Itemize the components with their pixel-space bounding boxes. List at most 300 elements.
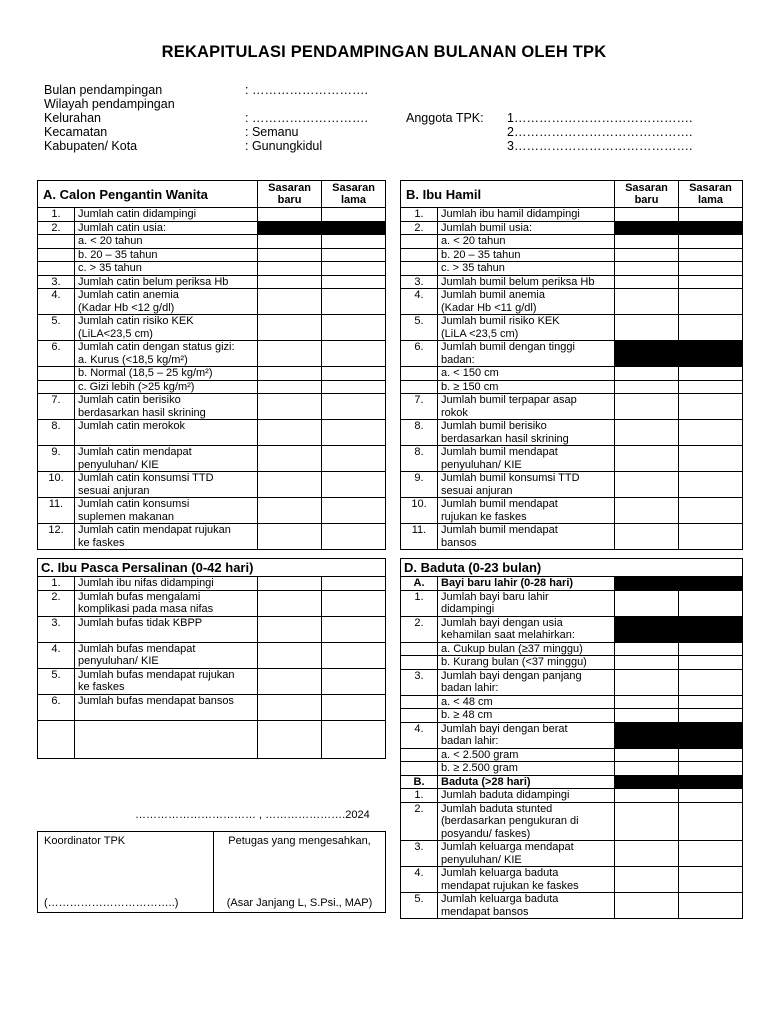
sasaran-lama-cell[interactable] [679,695,743,709]
sasaran-baru-cell[interactable] [615,642,679,656]
sasaran-lama-cell[interactable] [322,341,386,367]
row-label: b. Kurang bulan (<37 minggu) [438,656,615,670]
table-calon-pengantin [37,180,386,550]
row-label: Jumlah catin konsumsi suplemen makanan [75,498,258,524]
row-label: Jumlah bayi dengan usia kehamilan saat melahirkan: [438,616,615,642]
table-row [401,275,743,289]
row-label: Jumlah baduta didampingi [438,789,615,803]
blocked-cell [615,221,679,235]
table-row [401,841,743,867]
blocked-cell [679,341,743,367]
table-row [38,221,386,235]
info-value-kabupaten: : Gunungkidul [245,139,323,153]
row-label: Baduta (>28 hari) [438,775,615,789]
sasaran-baru-cell[interactable] [615,275,679,289]
blocked-cell [322,221,386,235]
table-row [38,590,386,616]
sasaran-lama-cell[interactable] [679,642,743,656]
table-row [38,248,386,262]
sasaran-baru-cell[interactable] [258,341,322,367]
sasaran-baru-cell[interactable] [615,262,679,276]
sasaran-lama-cell[interactable] [679,262,743,276]
row-label: b. Normal (18,5 – 25 kg/m²) [75,367,258,381]
row-number: 2. [38,590,75,616]
table-row [401,642,743,656]
row-number: A. [401,577,438,591]
table-row [401,341,743,367]
row-label: Jumlah keluarga baduta mendapat rujukan ke faskes [438,867,615,893]
row-number [401,709,438,723]
sasaran-lama-cell[interactable] [679,275,743,289]
row-number [38,720,75,759]
table-row [401,394,743,420]
sasaran-lama-cell[interactable] [679,498,743,524]
table-row [38,367,386,381]
row-number: 3. [38,275,75,289]
table-row [38,446,386,472]
date-line: …………………………… , ………………….2024 [135,809,370,821]
sasaran-lama-cell[interactable] [679,248,743,262]
row-number: 2. [401,616,438,642]
row-label: Jumlah bumil usia: [438,221,615,235]
blocked-cell [679,775,743,789]
sasaran-lama-cell[interactable] [679,590,743,616]
info-label-bulan: Bulan pendampingan [44,83,163,97]
row-label: Jumlah bumil terpapar asap rokok [438,394,615,420]
blocked-cell [615,577,679,591]
blocked-cell [615,616,679,642]
sasaran-lama-cell[interactable] [322,262,386,276]
row-label: Jumlah bufas mendapat rujukan ke faskes [75,668,258,694]
sasaran-lama-cell[interactable] [679,709,743,723]
sasaran-baru-cell[interactable] [258,275,322,289]
row-label: Jumlah catin didampingi [75,208,258,222]
sasaran-lama-cell[interactable] [679,380,743,394]
table-row [401,656,743,670]
row-number: 6. [38,341,75,367]
row-number: 2. [401,221,438,235]
sasaran-baru-cell[interactable] [615,289,679,315]
row-label: b. ≥ 2.500 gram [438,762,615,776]
sasaran-lama-cell[interactable] [679,893,743,919]
row-label: Jumlah bayi baru lahir didampingi [438,590,615,616]
blocked-cell [679,221,743,235]
sasaran-lama-cell[interactable] [322,315,386,341]
sasaran-lama-cell[interactable] [322,498,386,524]
sasaran-baru-cell[interactable] [258,262,322,276]
row-number [401,695,438,709]
row-label: Jumlah bayi dengan panjang badan lahir: [438,669,615,695]
anggota-tpk-3: 3……………………………………. [507,139,693,153]
table-row [38,720,386,759]
table-row [401,367,743,381]
anggota-tpk-label: Anggota TPK: [406,111,484,125]
row-label: b. ≥ 48 cm [438,709,615,723]
row-label: Jumlah catin mendapat penyuluhan/ KIE [75,446,258,472]
table-row [38,341,386,367]
row-number: 3. [401,275,438,289]
row-number: 3. [401,841,438,867]
row-number [401,262,438,276]
row-number: 5. [401,893,438,919]
blocked-cell [615,341,679,367]
row-number: 8. [401,446,438,472]
anggota-tpk-1: 1……………………………………. [507,111,693,125]
sasaran-lama-cell[interactable] [679,315,743,341]
sasaran-baru-cell[interactable] [258,720,322,759]
row-label: Jumlah bumil belum periksa Hb [438,275,615,289]
table-row [38,524,386,550]
row-label [75,720,258,759]
row-label: a. < 2.500 gram [438,748,615,762]
signature-box [37,831,386,913]
row-number: 5. [38,668,75,694]
row-number: 4. [38,289,75,315]
row-number [401,762,438,776]
sasaran-baru-cell[interactable] [615,248,679,262]
sasaran-lama-cell[interactable] [679,748,743,762]
row-number: 1. [401,208,438,222]
row-number: 1. [38,208,75,222]
row-number [38,248,75,262]
row-label: Jumlah bufas tidak KBPP [75,616,258,642]
row-label: Jumlah bayi dengan berat badan lahir: [438,722,615,748]
table-baduta [400,558,743,919]
table-row [38,275,386,289]
col-header-sasaran-baru: Sasaran baru [258,181,322,208]
row-label: Jumlah catin usia: [75,221,258,235]
row-number: 3. [38,616,75,642]
info-value-bulan: : ………………………. [245,83,368,97]
row-number: 7. [38,394,75,420]
table-row [38,577,386,591]
signature-left [38,832,214,912]
sasaran-lama-cell[interactable] [322,694,386,720]
row-label: Jumlah bumil konsumsi TTD sesuai anjuran [438,472,615,498]
row-number [401,380,438,394]
row-label: Jumlah baduta stunted (berdasarkan pengukuran di posyandu/ faskes) [438,802,615,841]
table-row [401,762,743,776]
sasaran-baru-cell[interactable] [258,694,322,720]
row-number: 4. [38,642,75,668]
row-label: a. < 20 tahun [438,235,615,249]
sasaran-baru-cell[interactable] [258,472,322,498]
row-number: 4. [401,289,438,315]
blocked-cell [615,722,679,748]
table-row [401,472,743,498]
sasaran-baru-cell[interactable] [615,656,679,670]
row-label: Jumlah bumil anemia (Kadar Hb <11 g/dl) [438,289,615,315]
table-row [38,315,386,341]
info-label-wilayah: Wilayah pendampingan [44,97,175,111]
sasaran-lama-cell[interactable] [679,841,743,867]
row-number: 9. [38,446,75,472]
table-row [401,208,743,222]
signature-right [214,832,385,912]
blocked-cell [615,775,679,789]
row-label: Bayi baru lahir (0-28 hari) [438,577,615,591]
sasaran-baru-cell[interactable] [258,208,322,222]
row-number [38,367,75,381]
sasaran-lama-cell[interactable] [679,524,743,550]
row-label: c. > 35 tahun [438,262,615,276]
row-label: Jumlah catin risiko KEK (LiLA<23,5 cm) [75,315,258,341]
sasaran-baru-cell[interactable] [258,380,322,394]
row-number [401,642,438,656]
row-label: a. < 48 cm [438,695,615,709]
petugas-name: (Asar Janjang L, S.Psi., MAP) [226,897,373,909]
sasaran-baru-cell[interactable] [615,315,679,341]
anggota-tpk-2: 2……………………………………. [507,125,693,139]
row-number [38,235,75,249]
sasaran-lama-cell[interactable] [322,235,386,249]
sasaran-lama-cell[interactable] [322,420,386,446]
row-number [38,262,75,276]
row-label: c. Gizi lebih (>25 kg/m²) [75,380,258,394]
row-number: 3. [401,669,438,695]
sasaran-lama-cell[interactable] [679,669,743,695]
sasaran-baru-cell[interactable] [258,394,322,420]
sasaran-baru-cell[interactable] [258,367,322,381]
row-number: 12. [38,524,75,550]
table-row [401,498,743,524]
sasaran-baru-cell[interactable] [615,446,679,472]
row-label: Jumlah bufas mendapat penyuluhan/ KIE [75,642,258,668]
row-number: 1. [401,789,438,803]
row-number [401,235,438,249]
sasaran-lama-cell[interactable] [322,642,386,668]
sasaran-lama-cell[interactable] [679,367,743,381]
table-row [401,695,743,709]
sasaran-baru-cell[interactable] [615,235,679,249]
sasaran-lama-cell[interactable] [322,524,386,550]
table-row [401,669,743,695]
row-number: 8. [38,420,75,446]
info-value-kelurahan: : ………………………. [245,111,368,125]
sasaran-lama-cell[interactable] [679,789,743,803]
row-label: Jumlah ibu hamil didampingi [438,208,615,222]
row-label: Jumlah catin merokok [75,420,258,446]
row-number: 9. [401,472,438,498]
blocked-cell [679,616,743,642]
sasaran-baru-cell[interactable] [615,893,679,919]
sasaran-lama-cell[interactable] [679,656,743,670]
sasaran-lama-cell[interactable] [679,472,743,498]
section-c-title: C. Ibu Pasca Persalinan (0-42 hari) [38,559,386,577]
table-row [38,208,386,222]
sasaran-lama-cell[interactable] [679,289,743,315]
row-number [401,248,438,262]
sasaran-lama-cell[interactable] [322,208,386,222]
sasaran-baru-cell[interactable] [615,867,679,893]
row-label: c. > 35 tahun [75,262,258,276]
sasaran-baru-cell[interactable] [615,695,679,709]
col-header-sasaran-lama: Sasaran lama [679,181,743,208]
row-number: 11. [38,498,75,524]
row-label: Jumlah bumil mendapat bansos [438,524,615,550]
row-label: Jumlah keluarga mendapat penyuluhan/ KIE [438,841,615,867]
table-ibu-pasca-persalinan [37,558,386,759]
section-b-title: B. Ibu Hamil [401,181,615,208]
row-label: Jumlah ibu nifas didampingi [75,577,258,591]
row-label: Jumlah bumil mendapat rujukan ke faskes [438,498,615,524]
row-label: Jumlah bufas mengalami komplikasi pada masa nifas [75,590,258,616]
sasaran-lama-cell[interactable] [679,762,743,776]
row-number: 10. [38,472,75,498]
table-row [401,289,743,315]
table-row [38,394,386,420]
sasaran-lama-cell[interactable] [322,668,386,694]
row-label: Jumlah catin berisiko berdasarkan hasil skrining [75,394,258,420]
row-number: 1. [401,590,438,616]
sasaran-lama-cell[interactable] [322,446,386,472]
table-row [38,380,386,394]
sasaran-baru-cell[interactable] [615,367,679,381]
row-label: Jumlah catin konsumsi TTD sesuai anjuran [75,472,258,498]
sasaran-lama-cell[interactable] [322,380,386,394]
sasaran-baru-cell[interactable] [615,472,679,498]
sasaran-baru-cell[interactable] [615,789,679,803]
info-label-kabupaten: Kabupaten/ Kota [44,139,138,153]
sasaran-baru-cell[interactable] [258,420,322,446]
row-number: 10. [401,498,438,524]
sasaran-baru-cell[interactable] [258,248,322,262]
sasaran-lama-cell[interactable] [322,248,386,262]
sasaran-baru-cell[interactable] [258,524,322,550]
table-row [401,748,743,762]
info-label-kelurahan: Kelurahan [44,111,101,125]
table-row [401,722,743,748]
col-header-sasaran-baru: Sasaran baru [615,181,679,208]
sasaran-baru-cell[interactable] [258,577,322,591]
sasaran-lama-cell[interactable] [322,616,386,642]
sasaran-baru-cell[interactable] [615,802,679,841]
table-row [401,262,743,276]
row-label: a. < 20 tahun [75,235,258,249]
info-value-kecamatan: : Semanu [245,125,299,139]
table-row [401,893,743,919]
table-row [401,248,743,262]
row-number: 6. [38,694,75,720]
row-number: 5. [38,315,75,341]
sasaran-baru-cell[interactable] [258,446,322,472]
sasaran-baru-cell[interactable] [258,315,322,341]
sasaran-lama-cell[interactable] [322,720,386,759]
row-label: Jumlah bufas mendapat bansos [75,694,258,720]
row-number: 8. [401,420,438,446]
sasaran-baru-cell[interactable] [615,590,679,616]
sasaran-lama-cell[interactable] [679,420,743,446]
sasaran-baru-cell[interactable] [615,709,679,723]
section-a-title: A. Calon Pengantin Wanita [38,181,258,208]
sasaran-lama-cell[interactable] [322,590,386,616]
row-label: Jumlah bumil mendapat penyuluhan/ KIE [438,446,615,472]
table-row [38,642,386,668]
sasaran-lama-cell[interactable] [322,472,386,498]
row-label: Jumlah catin anemia (Kadar Hb <12 g/dl) [75,289,258,315]
table-row [38,235,386,249]
table-row [38,498,386,524]
sasaran-lama-cell[interactable] [322,367,386,381]
table-row [401,524,743,550]
table-row [38,694,386,720]
sasaran-baru-cell[interactable] [258,289,322,315]
sasaran-baru-cell[interactable] [615,841,679,867]
row-label: Jumlah keluarga baduta mendapat bansos [438,893,615,919]
row-label: Jumlah bumil berisiko berdasarkan hasil skrining [438,420,615,446]
table-ibu-hamil [400,180,743,550]
sasaran-lama-cell[interactable] [322,394,386,420]
row-number: B. [401,775,438,789]
row-number: 11. [401,524,438,550]
row-number: 6. [401,341,438,367]
sasaran-baru-cell[interactable] [615,669,679,695]
sasaran-lama-cell[interactable] [679,235,743,249]
info-label-kecamatan: Kecamatan [44,125,108,139]
table-row [401,789,743,803]
sasaran-baru-cell[interactable] [258,642,322,668]
sasaran-baru-cell[interactable] [615,208,679,222]
table-row [401,577,743,591]
sasaran-baru-cell[interactable] [258,235,322,249]
table-row [401,590,743,616]
sasaran-lama-cell[interactable] [679,394,743,420]
sasaran-lama-cell[interactable] [679,208,743,222]
table-row [401,867,743,893]
sasaran-lama-cell[interactable] [679,867,743,893]
sasaran-baru-cell[interactable] [258,668,322,694]
row-label: b. ≥ 150 cm [438,380,615,394]
sasaran-baru-cell[interactable] [615,524,679,550]
sasaran-lama-cell[interactable] [679,446,743,472]
sasaran-lama-cell[interactable] [322,289,386,315]
row-number [401,748,438,762]
sasaran-baru-cell[interactable] [615,762,679,776]
sasaran-lama-cell[interactable] [322,577,386,591]
sasaran-baru-cell[interactable] [615,748,679,762]
table-row [401,446,743,472]
sasaran-baru-cell[interactable] [615,394,679,420]
row-number [401,367,438,381]
table-row [401,775,743,789]
table-row [38,472,386,498]
sasaran-baru-cell[interactable] [615,380,679,394]
table-row [38,262,386,276]
table-row [401,420,743,446]
sasaran-baru-cell[interactable] [258,590,322,616]
sasaran-baru-cell[interactable] [258,616,322,642]
row-label: Jumlah catin mendapat rujukan ke faskes [75,524,258,550]
table-row [38,616,386,642]
row-number: 2. [38,221,75,235]
row-label: Jumlah catin belum periksa Hb [75,275,258,289]
row-number: 4. [401,722,438,748]
sasaran-baru-cell[interactable] [615,498,679,524]
table-row [401,709,743,723]
sasaran-baru-cell[interactable] [258,498,322,524]
sasaran-lama-cell[interactable] [679,802,743,841]
row-label: b. 20 – 35 tahun [75,248,258,262]
blocked-cell [258,221,322,235]
sasaran-baru-cell[interactable] [615,420,679,446]
row-label: a. Cukup bulan (≥37 minggu) [438,642,615,656]
row-label: Jumlah bumil risiko KEK (LiLA <23,5 cm) [438,315,615,341]
table-row [38,668,386,694]
sasaran-lama-cell[interactable] [322,275,386,289]
row-number: 2. [401,802,438,841]
row-label: Jumlah catin dengan status gizi: a. Kurus (<18,5 kg/m²) [75,341,258,367]
table-row [401,802,743,841]
